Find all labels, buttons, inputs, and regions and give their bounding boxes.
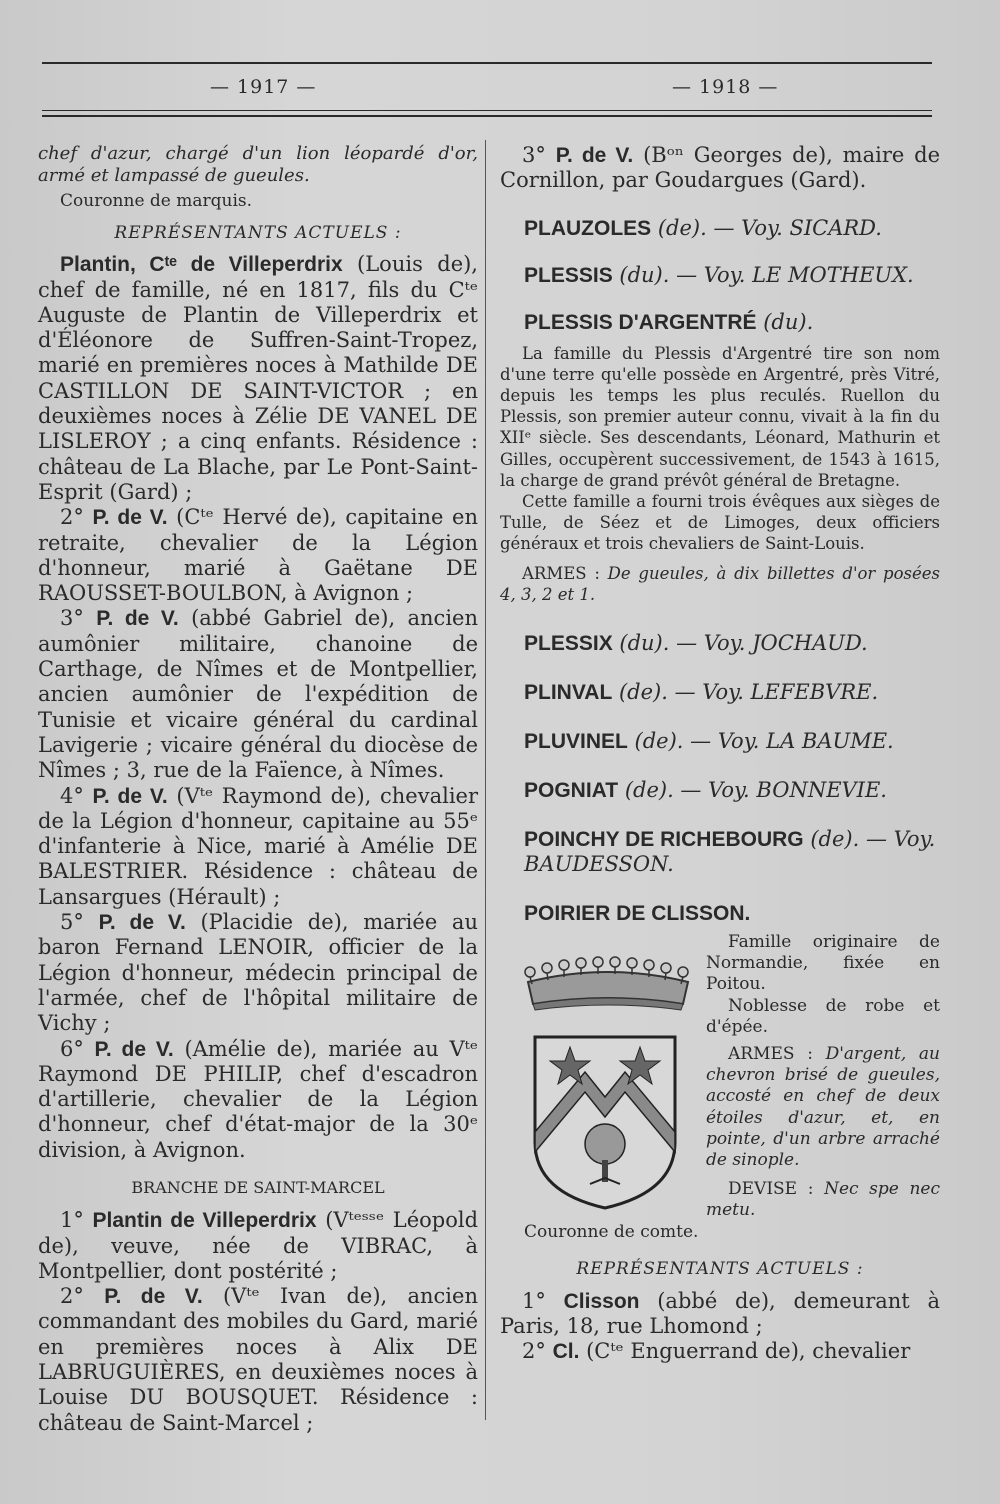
family-entry-plauzoles — [524, 216, 940, 241]
arms-description — [706, 1044, 940, 1171]
member-name: Clisson — [563, 1289, 640, 1313]
member-name: P. de V. — [98, 911, 186, 935]
member-entry-3 — [38, 606, 478, 783]
member-name: P. de V. — [96, 607, 179, 631]
cross-reference: (du). — Voy. LE MOTHEUX. — [619, 262, 914, 287]
cross-reference: (de). — Voy. LEFEBVRE. — [618, 680, 879, 705]
member-name: P. de V. — [94, 1037, 174, 1061]
arms-text: D'argent, au chevron brisé de gueules, accosté en chef de deux étoiles d'azur, et, en pointe, d'un arbre arraché de sinople. — [706, 1044, 941, 1171]
representatives-heading: REPRÉSENTANTS ACTUELS : — [576, 1259, 864, 1280]
cross-reference: (de). — Voy. LA BAUME. — [634, 729, 894, 754]
member-text: (abbé de), demeurant à Paris, 18, rue Lhomond ; — [500, 1288, 940, 1338]
entry-number: 5° — [60, 910, 84, 935]
entry-number: 3° — [522, 143, 546, 167]
branch-heading: BRANCHE DE SAINT-MARCEL — [131, 1177, 385, 1197]
member-name: Plantin de Villeperdrix — [92, 1209, 317, 1233]
member-entry-5 — [38, 910, 478, 1036]
member-name: P. de V. — [92, 506, 168, 530]
entry-number: 2° — [60, 505, 84, 530]
member-text: (Louis de), chef de famille, né en 1817, fils du Cᵗᵉ Auguste de Plantin de Villeperdrix et d'Éléonore de Suffren-Saint-Tropez, marié en premières noces à Mathilde DE CASTILLON DE SAINT-VICTOR ; en deuxièmes noces à Zélie DE VANEL DE LISLEROY ; a cinq enfants. Résidence : château de La Blache, par Le Pont-Saint-Esprit (Gard) ; — [38, 252, 478, 504]
entry-number: 1° — [60, 1208, 84, 1233]
family-entry-poinchy — [524, 827, 940, 877]
member-entry-2 — [38, 505, 478, 606]
member-name: P. de V. — [104, 1285, 203, 1309]
family-name: PLINVAL — [524, 681, 613, 705]
member-name: P. de V. — [92, 784, 168, 808]
top-rule — [42, 62, 932, 64]
family-name: POINCHY DE RICHEBOURG — [524, 828, 804, 852]
left-column — [38, 143, 478, 1436]
entry-number: 2° — [60, 1284, 84, 1309]
count-crown-icon — [518, 942, 698, 1012]
arms-continuation: chef d'azur, chargé d'un lion léopardé d'or, armé et lampassé de gueules. — [38, 143, 478, 186]
family-entry-plinval — [524, 680, 940, 705]
member-text: (Placidie de), mariée au baron Fernand LENOIR, officier de la Légion d'honneur, médecin principal de l'armée, chef de l'hôpital militaire de Vichy ; — [38, 910, 478, 1036]
branch-entry-1 — [38, 1208, 478, 1284]
member-entry-6 — [38, 1037, 478, 1163]
header-rule — [42, 110, 932, 111]
member-text: (Vᵗᵉ Ivan de), ancien commandant des mobiles du Gard, marié en premières noces à Alix DE LABRUGUIÈRES, en deuxièmes noces à Louise DU BOUSQUET. Résidence : château de Saint-Marcel ; — [38, 1284, 478, 1435]
header-rule-thick — [42, 115, 932, 117]
cross-reference: (de). — Voy. BAUDESSON. — [524, 827, 936, 877]
entry-number: 4° — [60, 783, 84, 808]
family-name: POGNIAT — [524, 779, 619, 803]
crown-note: Couronne de comte. — [524, 1222, 699, 1243]
family-history-2: Cette famille a fourni trois évêques aux sièges de Tulle, de Séez et de Limoges, deux officiers généraux et trois chevaliers de Saint-Louis. — [500, 492, 940, 554]
cross-reference: (de). — Voy. BONNEVIE. — [624, 778, 887, 803]
family-name: PLESSIX — [524, 632, 613, 656]
family-entry-poirier-de-clisson — [524, 901, 940, 926]
branch-entry-2 — [38, 1284, 478, 1436]
family-name: PLESSIS D'ARGENTRÉ — [524, 310, 757, 334]
member-text: (Bᵒⁿ Georges de), maire de Cornillon, par Goudargues (Gard). — [500, 143, 940, 193]
family-name: PLUVINEL — [524, 730, 628, 754]
family-entry-plessis — [524, 263, 940, 288]
member-text: (abbé Gabriel de), ancien aumônier militaire, chanoine de Carthage, de Nîmes et de Montpellier, ancien aumônier de l'expédition de Tunisie et vicaire général du cardinal Lavigerie ; vicaire général du diocèse de Nîmes ; 3, rue de la Faïence, à Nîmes. — [38, 606, 478, 783]
family-entry-pogniat — [524, 778, 940, 803]
motto-label: DEVISE : — [728, 1179, 814, 1200]
arms-label: ARMES : — [522, 563, 600, 583]
member-entry-continued — [500, 143, 940, 194]
member-name: Plantin, Cᵗᵉ de Villeperdrix — [60, 253, 343, 277]
entry-number: 1° — [522, 1288, 546, 1313]
motto-text: Nec spe nec metu. — [706, 1179, 941, 1221]
family-origin: Famille originaire de Normandie, fixée en Poitou. — [706, 932, 940, 995]
member-text: (Amélie de), mariée au Vᵗᵉ Raymond DE PHILIP, chef d'escadron d'artillerie, chevalier de la Légion d'honneur, chef d'état-major de la 30ᵉ division, à Avignon. — [38, 1036, 478, 1162]
arms-label: ARMES : — [728, 1044, 813, 1065]
entry-number: 3° — [60, 606, 84, 631]
family-entry-plessix — [524, 631, 940, 656]
arms-text-block — [706, 932, 940, 1222]
family-history: La famille du Plessis d'Argentré tire son nom d'une terre qu'elle possède en Argentré, près Vitré, depuis les temps les plus reculés. Ruellon du Plessis, son premier auteur connu, vivait à la fin du XIIᵉ siècle. Ses descendants, Léonard, Mathurin et Gilles, occupèrent successivement, de 1543 à 1615, la charge de grand prévôt général de Bretagne. — [500, 343, 940, 490]
motto — [706, 1179, 940, 1221]
member-entry-1 — [500, 1289, 940, 1340]
arms-text: De gueules, à dix billettes d'or posées 4, 3, 2 et 1. — [500, 563, 941, 604]
member-entry-4 — [38, 784, 478, 910]
member-text: (Cᵗᵉ Hervé de), capitaine en retraite, chevalier de la Légion d'honneur, marié à Gaëtane DE RAOUSSET-BOULBON, à Avignon ; — [38, 505, 478, 606]
entry-number: 6° — [60, 1036, 84, 1061]
member-text: (Vᵗᵉ Raymond de), chevalier de la Légion d'honneur, capitaine au 55ᵉ d'infanterie à Nice, marié à Amélie DE BALESTRIER. Résidence : château de Lansargues (Hérault) ; — [38, 783, 478, 909]
family-name: POIRIER DE CLISSON. — [524, 902, 751, 926]
member-text: (Vᵗᵉˢˢᵉ Léopold de), veuve, née de VIBRAC, à Montpellier, dont postérité ; — [38, 1208, 479, 1283]
coat-of-arms-block — [500, 932, 940, 1222]
member-name: P. de V. — [555, 144, 634, 167]
right-column — [500, 143, 940, 1364]
arms-description — [500, 563, 940, 605]
shield-icon — [530, 1032, 680, 1212]
family-entry-plessis-dargentre — [524, 310, 940, 335]
member-entry-1 — [38, 252, 478, 505]
page-number-left: — 1917 — — [210, 76, 317, 98]
member-text: (Cᵗᵉ Enguerrand de), chevalier — [586, 1339, 911, 1364]
cross-reference: (du). — Voy. JOCHAUD. — [619, 631, 868, 656]
cross-reference: (de). — Voy. SICARD. — [657, 215, 882, 240]
family-name: PLAUZOLES — [524, 216, 652, 240]
particle: (du). — [763, 309, 814, 334]
member-entry-2 — [500, 1339, 940, 1364]
page-number-right: — 1918 — — [672, 76, 779, 98]
crown-note: Couronne de marquis. — [60, 191, 253, 211]
entry-number: 2° — [522, 1339, 546, 1364]
family-entry-pluvinel — [524, 729, 940, 754]
column-divider — [485, 140, 486, 1420]
family-name: PLESSIS — [524, 263, 613, 287]
representatives-heading: REPRÉSENTANTS ACTUELS : — [114, 223, 402, 243]
family-nobility: Noblesse de robe et d'épée. — [706, 995, 940, 1037]
member-name: Cl. — [552, 1340, 580, 1364]
